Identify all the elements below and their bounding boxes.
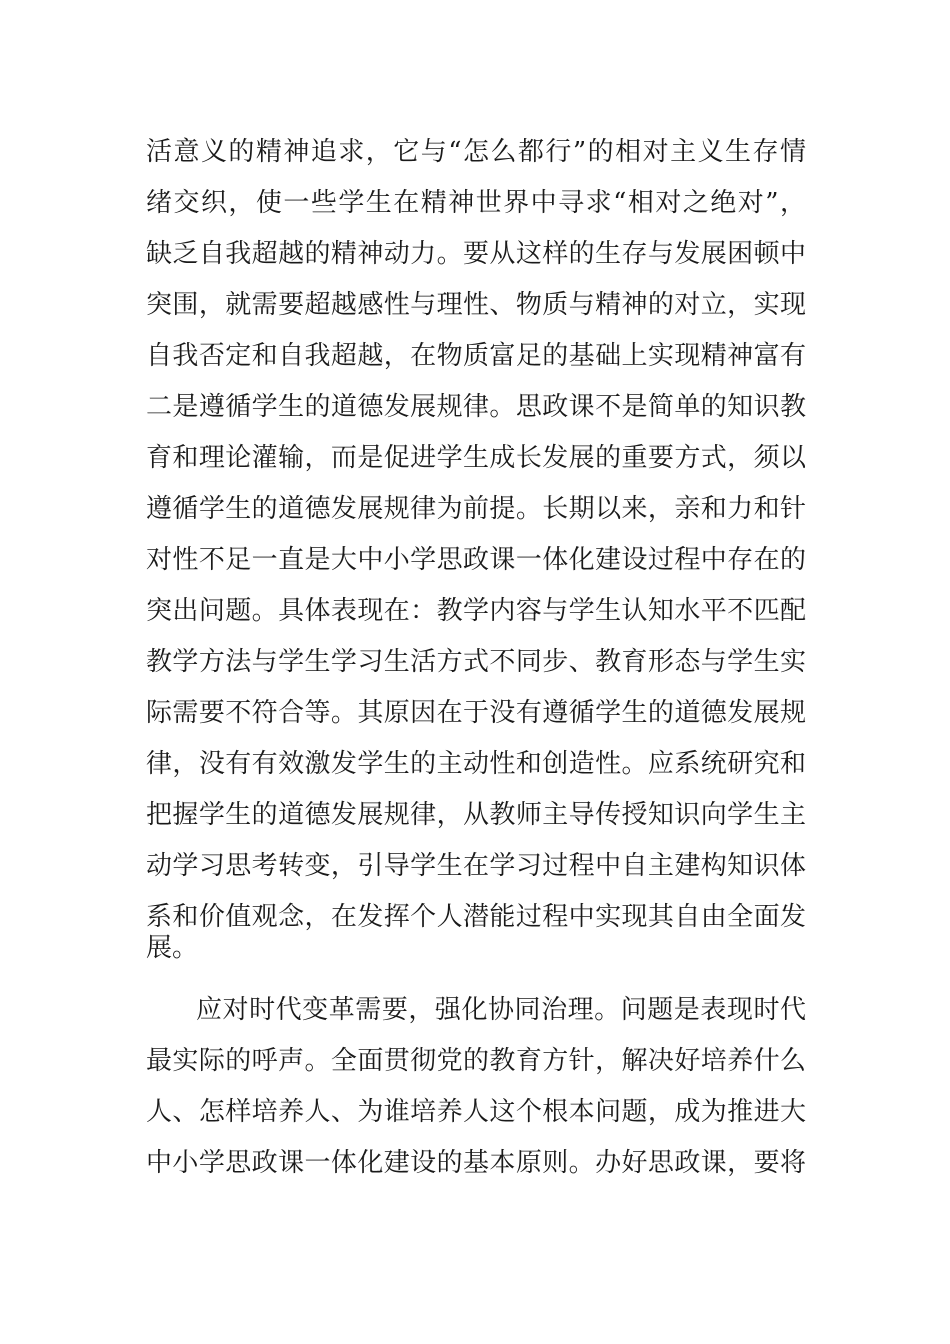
text-line: 教学方法与学生学习生活方式不同步、教育形态与学生实	[146, 647, 806, 677]
text-line: 育和理论灌输，而是促进学生成长发展的重要方式，须以	[146, 443, 806, 473]
text-line: 动学习思考转变，引导学生在学习过程中自主建构知识体	[146, 851, 806, 881]
text-line: 活意义的精神追求，它与“怎么都行”的相对主义生存情	[146, 137, 806, 167]
text-line: 自我否定和自我超越，在物质富足的基础上实现精神富有	[146, 341, 806, 371]
text-line: 系和价值观念，在发挥个人潜能过程中实现其自由全面发	[146, 902, 806, 932]
paragraph-first-line: 应对时代变革需要，强化协同治理。问题是表现时代	[196, 995, 806, 1025]
text-line: 遵循学生的道德发展规律为前提。长期以来，亲和力和针	[146, 494, 806, 524]
text-line: 中小学思政课一体化建设的基本原则。办好思政课，要将	[146, 1148, 806, 1178]
text-line: 际需要不符合等。其原因在于没有遵循学生的道德发展规	[146, 698, 806, 728]
text-line: 展。	[146, 933, 199, 963]
text-line: 对性不足一直是大中小学思政课一体化建设过程中存在的	[146, 545, 806, 575]
text-line: 绪交织，使一些学生在精神世界中寻求“相对之绝对”，	[146, 188, 806, 218]
text-line: 突围，就需要超越感性与理性、物质与精神的对立，实现	[146, 290, 806, 320]
text-line: 人、怎样培养人、为谁培养人这个根本问题，成为推进大	[146, 1097, 806, 1127]
text-line: 二是遵循学生的道德发展规律。思政课不是简单的知识教	[146, 392, 806, 422]
text-line: 最实际的呼声。全面贯彻党的教育方针，解决好培养什么	[146, 1046, 806, 1076]
text-line: 把握学生的道德发展规律，从教师主导传授知识向学生主	[146, 800, 806, 830]
text-line: 缺乏自我超越的精神动力。要从这样的生存与发展困顿中	[146, 239, 806, 269]
text-line: 律，没有有效激发学生的主动性和创造性。应系统研究和	[146, 749, 806, 779]
text-line: 突出问题。具体表现在：教学内容与学生认知水平不匹配	[146, 596, 806, 626]
